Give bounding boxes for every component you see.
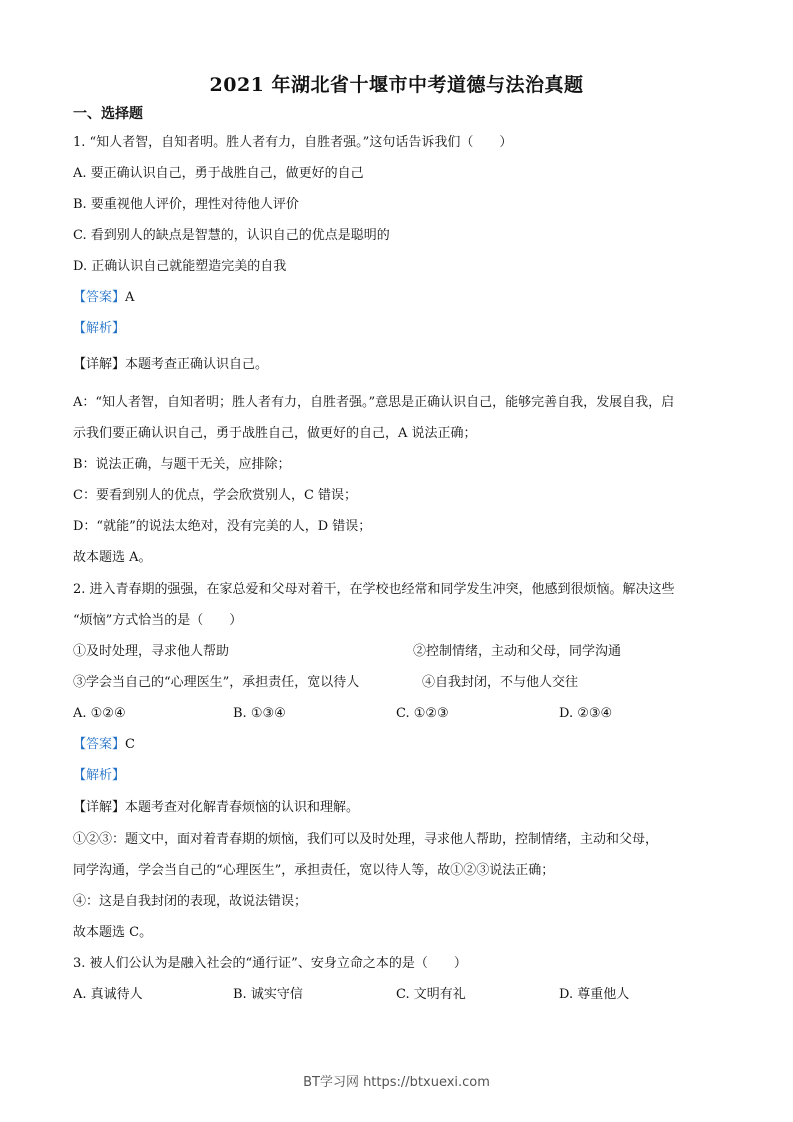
q1-explain-line-5: D：“就能”的说法太绝对，没有完美的人，D 错误；	[73, 519, 372, 534]
q2-explain-line-1: ①②③：题文中，面对着青春期的烦恼，我们可以及时处理，寻求他人帮助，控制情绪，主动和父母，	[73, 832, 659, 847]
q2-option-d: D. ②③④	[559, 706, 613, 721]
q1-analysis-tag: 【解析】	[73, 321, 126, 336]
section-heading: 一、选择题	[73, 106, 143, 122]
q2-option-a: A. ①②④	[73, 706, 126, 721]
answer-tag: 【答案】	[73, 290, 126, 305]
answer-tag: 【答案】	[73, 737, 126, 752]
q3-stem: 3. 被人们公认为是融入社会的“通行证”、安身立命之本的是（ ）	[73, 956, 467, 971]
q2-analysis-tag: 【解析】	[73, 768, 126, 783]
q1-detail	[73, 357, 268, 373]
q2-option-b: B. ①③④	[233, 706, 286, 721]
q1-explain-line-2: 示我们要正确认识自己，勇于战胜自己，做更好的自己，A 说法正确；	[73, 426, 477, 441]
q2-item-4: ④自我封闭，不与他人交往	[422, 675, 579, 690]
q1-stem: 1. “知人者智，自知者明。胜人者有力，自胜者强。”这句话告诉我们（ ）	[73, 135, 513, 150]
q2-item-3: ③学会当自己的“心理医生”，承担责任，宽以待人	[73, 675, 360, 690]
answer-value: A	[125, 290, 135, 305]
q3-option-a: A. 真诚待人	[73, 987, 143, 1002]
detail-tag: 【详解】	[73, 357, 126, 372]
footer-watermark: BT学习网 https://btxuexi.com	[303, 1075, 490, 1090]
page-title: 2021 年湖北省十堰市中考道德与法治真题	[209, 74, 584, 96]
q1-explain-line-4: C：要看到别人的优点，学会欣赏别人，C 错误；	[73, 488, 358, 503]
q1-explain-line-1: A：“知人者智，自知者明；胜人者有力，自胜者强。”意思是正确认识自己，能够完善自我，发展自我，启	[73, 395, 675, 410]
q2-stem-line-1: 2. 进入青春期的强强，在家总爱和父母对着干，在学校也经常和同学发生冲突，他感到很烦恼。解决这些	[73, 582, 675, 597]
q2-conclusion: 故本题选 C。	[73, 925, 153, 940]
detail-text: 本题考查正确认识自己。	[125, 357, 269, 372]
detail-tag: 【详解】	[73, 800, 126, 815]
q3-option-d: D. 尊重他人	[559, 987, 630, 1002]
q2-item-1: ①及时处理，寻求他人帮助	[73, 644, 230, 659]
q1-option-d: D. 正确认识自己就能塑造完美的自我	[73, 259, 287, 274]
q2-explain-line-2: 同学沟通，学会当自己的“心理医生”，承担责任，宽以待人等，故①②③说法正确；	[73, 863, 555, 878]
answer-value: C	[125, 737, 135, 752]
q2-item-2: ②控制情绪，主动和父母，同学沟通	[413, 644, 622, 659]
q1-answer	[73, 290, 134, 306]
q2-detail	[73, 800, 359, 816]
q3-option-b: B. 诚实守信	[233, 987, 303, 1002]
q2-stem-line-2: “烦恼”方式恰当的是（ ）	[73, 613, 243, 628]
q1-option-a: A. 要正确认识自己，勇于战胜自己，做更好的自己	[73, 166, 364, 181]
q1-option-b: B. 要重视他人评价，理性对待他人评价	[73, 197, 299, 212]
q2-option-c: C. ①②③	[396, 706, 449, 721]
q2-answer	[73, 737, 135, 753]
q1-conclusion: 故本题选 A。	[73, 550, 152, 565]
q1-explain-line-3: B：说法正确，与题干无关，应排除；	[73, 457, 291, 472]
detail-text: 本题考查对化解青春烦恼的认识和理解。	[125, 800, 360, 815]
q2-explain-line-3: ④：这是自我封闭的表现，故说法错误；	[73, 894, 308, 909]
q3-option-c: C. 文明有礼	[396, 987, 466, 1002]
q1-option-c: C. 看到别人的缺点是智慧的，认识自己的优点是聪明的	[73, 228, 390, 243]
